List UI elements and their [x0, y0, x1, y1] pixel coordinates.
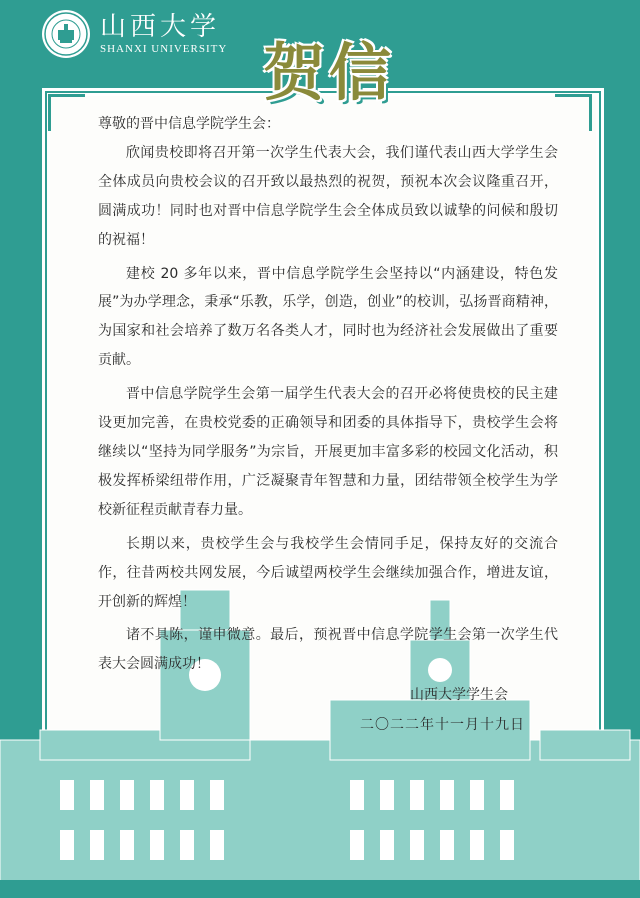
letter-paragraph: 欣闻贵校即将召开第一次学生代表大会，我们谨代表山西大学学生会全体成员向贵校会议的召开致以最热烈的祝贺，预祝本次会议隆重召开，圆满成功！同时也对晋中信息学院学生会全体成员致以诚挚的问候和殷切的祝福！: [98, 144, 558, 248]
university-name-cn: 山西大学: [100, 12, 221, 42]
university-logo: [40, 8, 227, 60]
letter-signature: 山西大学学生会: [410, 687, 508, 703]
page-title: 贺信: [262, 36, 395, 109]
letter-paragraph: 晋中信息学院学生会第一届学生代表大会的召开必将使贵校的民主建设更加完善，在贵校党委的正确领导和团委的具体指导下，贵校学生会将继续以“坚持为同学服务”为宗旨，开展更加丰富多彩的校园文化活动，积极发挥桥梁纽带作用，广泛凝聚青年智慧和力量，团结带领全校学生为学校新征程贡献青春力量。: [98, 386, 558, 518]
corner-ornament: [555, 94, 592, 131]
letter-paragraph: 诸不具陈，谨申微意。最后，预祝晋中信息学院学生会第一次学生代表大会圆满成功！: [98, 627, 558, 673]
letter-greeting: 尊敬的晋中信息学院学生会：: [98, 116, 280, 132]
letter-body: [98, 110, 558, 684]
letter-signature-block: [360, 680, 550, 740]
corner-ornament: [48, 94, 85, 131]
letter-date: 二〇二二年十一月十九日: [360, 717, 525, 733]
letter-paragraph: 长期以来，贵校学生会与我校学生会情同手足，保持友好的交流合作，往昔两校共网发展，今后诚望两校学生会继续加强合作，增进友谊，开创新的辉煌！: [98, 535, 558, 610]
letter-paragraph: 建校 20 多年以来，晋中信息学院学生会坚持以“内涵建设，特色发展”为办学理念，秉承“乐教，乐学，创造，创业”的校训，弘扬晋商精神，为国家和社会培养了数万名各类人才，同时也为经济社会发展做出了重要贡献。: [98, 265, 558, 369]
university-name-en: SHANXI UNIVERSITY: [100, 43, 228, 55]
university-seal-icon: [40, 8, 92, 60]
